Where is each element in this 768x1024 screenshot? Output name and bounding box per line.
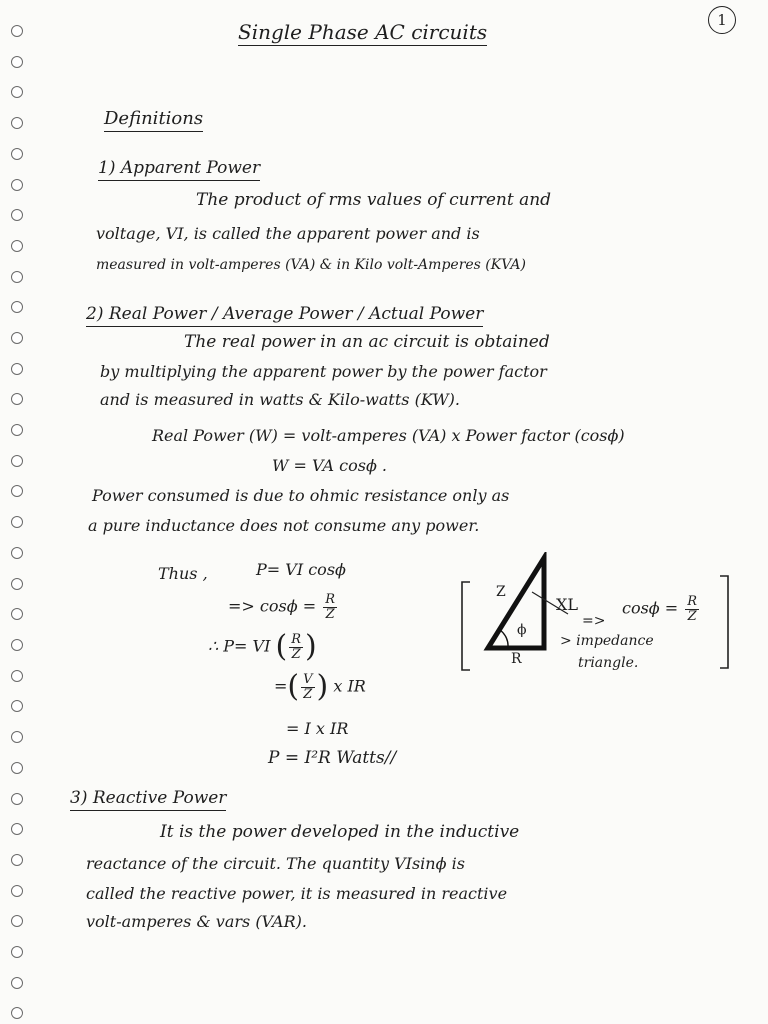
binder-hole <box>11 547 23 559</box>
reactive-line-4: volt-amperes & vars (VAR). <box>86 912 307 931</box>
triangle-side-r: R <box>511 651 522 667</box>
binder-hole <box>11 762 23 774</box>
binder-hole <box>11 793 23 805</box>
triangle-side-xl: XL <box>556 595 579 614</box>
derivation-step-1: P= VI cosϕ <box>256 560 346 579</box>
apparent-line-1: The product of rms values of current and <box>196 190 552 210</box>
binder-hole <box>11 854 23 866</box>
right-bracket <box>720 576 728 668</box>
binder-hole <box>11 393 23 405</box>
binder-hole <box>11 670 23 682</box>
derivation-step-3: ∴ P= VI ( $\frac{R}{Z}$ ) <box>208 629 317 664</box>
binder-hole <box>11 946 23 958</box>
thus-label: Thus , <box>158 564 208 583</box>
binder-hole <box>11 516 23 528</box>
apparent-power-heading: 1) Apparent Power <box>98 160 260 181</box>
binder-hole <box>11 1007 23 1019</box>
real-power-short-equation: W = VA cosϕ . <box>272 456 388 475</box>
binder-hole <box>11 148 23 160</box>
triangle-angle: ϕ <box>517 622 527 638</box>
ohmic-note-line-1: Power consumed is due to ohmic resistance only as <box>92 486 510 505</box>
binder-hole <box>11 823 23 835</box>
triangle-relation: cosϕ = $\frac{R}{Z}$ <box>622 594 698 624</box>
apparent-line-2: voltage, VI, is called the apparent power and is <box>96 224 480 243</box>
derivation-step-4: =( $\frac{V}{Z}$ ) x IR <box>274 669 366 704</box>
binder-holes <box>11 0 27 1024</box>
triangle-side-z: Z <box>496 584 506 600</box>
binder-hole <box>11 424 23 436</box>
binder-hole <box>11 179 23 191</box>
real-power-heading: 2) Real Power / Average Power / Actual Power <box>86 306 483 327</box>
binder-hole <box>11 608 23 620</box>
binder-hole <box>11 117 23 129</box>
binder-hole <box>11 86 23 98</box>
reactive-line-3: called the reactive power, it is measured in reactive <box>86 884 508 903</box>
binder-hole <box>11 977 23 989</box>
binder-hole <box>11 332 23 344</box>
binder-hole <box>11 731 23 743</box>
reactive-line-2: reactance of the circuit. The quantity VIsinϕ is <box>86 854 465 873</box>
apparent-line-3: measured in volt-amperes (VA) & in Kilo volt-Amperes (KVA) <box>96 257 526 273</box>
real-power-equation: Real Power (W) = volt-amperes (VA) x Power factor (cosϕ) <box>152 426 625 445</box>
binder-hole <box>11 363 23 375</box>
triangle-arrow: => <box>582 613 606 629</box>
binder-hole <box>11 485 23 497</box>
impedance-triangle <box>488 558 544 648</box>
phase-angle-arc <box>500 630 508 648</box>
binder-hole <box>11 271 23 283</box>
binder-hole <box>11 885 23 897</box>
binder-hole <box>11 578 23 590</box>
binder-hole <box>11 56 23 68</box>
binder-hole <box>11 455 23 467</box>
real-line-3: and is measured in watts & Kilo-watts (KW). <box>100 390 460 409</box>
derivation-step-6: P = I²R Watts// <box>268 748 397 768</box>
page-number: 1 <box>708 6 736 34</box>
reactive-line-1: It is the power developed in the inductive <box>160 822 520 842</box>
binder-hole <box>11 209 23 221</box>
page-title: Single Phase AC circuits <box>238 20 488 44</box>
derivation-step-2: => cosϕ = $\frac{R}{Z}$ <box>228 592 335 622</box>
binder-hole <box>11 301 23 313</box>
section-heading: Definitions <box>104 110 203 132</box>
binder-hole <box>11 240 23 252</box>
real-line-2: by multiplying the apparent power by the power factor <box>100 362 547 381</box>
derivation-step-5: = I x IR <box>286 719 349 738</box>
left-bracket <box>462 582 470 670</box>
impedance-label-line-2: triangle. <box>578 655 639 671</box>
impedance-label-line-1: > impedance <box>560 633 654 649</box>
reactive-power-heading: 3) Reactive Power <box>70 790 226 811</box>
binder-hole <box>11 700 23 712</box>
binder-hole <box>11 25 23 37</box>
binder-hole <box>11 639 23 651</box>
ohmic-note-line-2: a pure inductance does not consume any power. <box>88 516 480 535</box>
binder-hole <box>11 915 23 927</box>
real-line-1: The real power in an ac circuit is obtained <box>184 332 550 352</box>
